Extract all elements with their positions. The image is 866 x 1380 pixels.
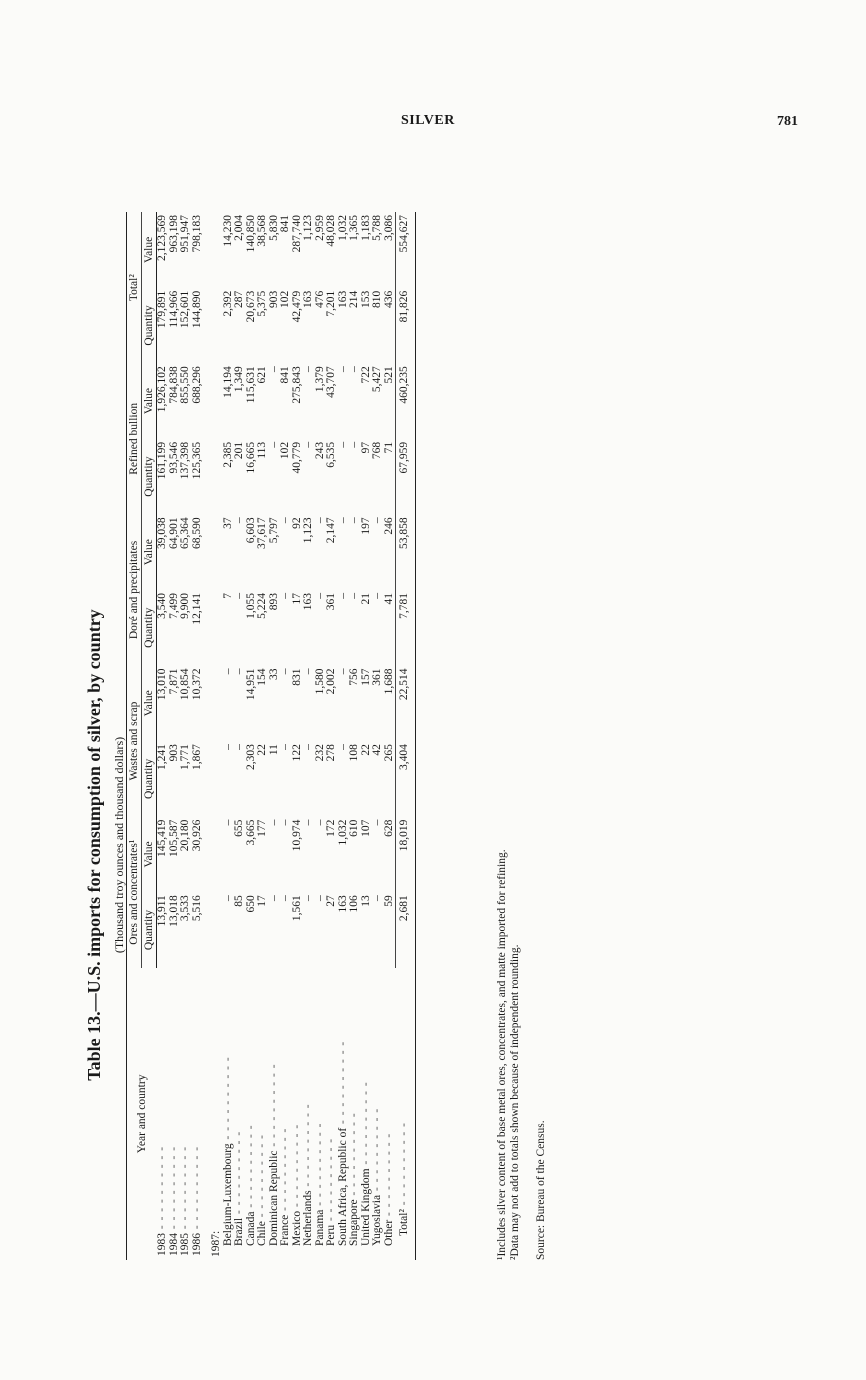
table-cell: 275,843 (290, 366, 303, 404)
table-cell: 7 (221, 592, 234, 599)
table-cell: 21 (359, 592, 372, 605)
table-cell: 20,180 (179, 819, 192, 852)
table-cell: 7,781 (398, 592, 411, 619)
table-cell: 3,665 (244, 819, 257, 846)
table-cell: 22 (359, 744, 372, 756)
table-cell: – (302, 895, 315, 901)
table-cell: 2,385 (221, 441, 234, 468)
row-label: Dominican Republic (267, 1150, 280, 1246)
row-label: Brazil (233, 1217, 246, 1246)
imports-table (126, 212, 416, 1260)
subheader-cell: Quantity (142, 288, 157, 364)
table-cell: 10,854 (179, 668, 192, 701)
table-row: Belgium-Luxembourg - - - - - - - - - - – – – – 7 37 2,385 14,194 2,392 14,230 (223, 212, 235, 1260)
subheader-cell: Value (142, 666, 157, 742)
table-cell: 115,631 (244, 366, 257, 404)
table-cell: – (221, 668, 234, 675)
table-cell: – (348, 517, 361, 524)
table-cell: 140,850 (244, 215, 257, 253)
table-cell: 152,601 (179, 290, 192, 329)
table-cell: – (348, 592, 361, 599)
table-cell: 37,617 (256, 517, 269, 550)
footnotes (496, 849, 521, 1260)
row-header: Year and country (135, 1074, 148, 1154)
table-cell: 38,568 (256, 215, 269, 247)
subheader-cell: Value (142, 212, 157, 288)
subheader-cell: Value (142, 817, 157, 893)
table-cell: – (279, 592, 292, 599)
table-cell: – (221, 895, 234, 901)
table-cell: – (267, 819, 280, 826)
subheader-cell: Value (142, 363, 157, 439)
table-cell: 41 (384, 590, 396, 666)
table-cell: – (279, 668, 292, 675)
table-cell: 42,479 (290, 290, 303, 323)
table-cell: 903 (267, 290, 280, 308)
table-row: Singapore - - - - - - - - - - 106 610 108 756 – – – – 214 1,365 (349, 212, 361, 1260)
table-cell: 197 (359, 517, 372, 535)
table-cell: 10,974 (290, 819, 303, 852)
table-cell: 1,349 (233, 366, 246, 393)
table-cell: 1,241 (156, 744, 169, 770)
table-cell: 3,404 (398, 744, 411, 770)
year-1987-label: 1987: (210, 1230, 223, 1257)
subheader-cell: Quantity (142, 590, 157, 666)
table-cell: 232 (313, 744, 326, 762)
table-cell: 106 (348, 895, 361, 913)
table-cell: – (279, 895, 292, 901)
table-cell: – (313, 819, 326, 826)
table-cell: 3,540 (156, 592, 169, 619)
table-cell: 2,303 (244, 744, 257, 770)
row-label: Other (382, 1219, 395, 1246)
table-cell: – (233, 668, 246, 675)
table-cell: 1,771 (179, 744, 192, 770)
group-header: Wastes and scrap (127, 666, 142, 817)
table-cell: 125,365 (190, 441, 203, 480)
table-cell: 361 (371, 668, 384, 686)
table-row: Chile - - - - - - - - - - 17 177 22 154 5,224 37,617 113 621 5,375 38,568 (257, 212, 269, 1260)
table-cell: 476 (313, 290, 326, 308)
row-label: 1983 (155, 1233, 168, 1256)
table-cell: 903 (167, 744, 180, 762)
group-header: Total² (127, 212, 142, 363)
table-cell: 122 (290, 744, 303, 762)
table-cell: 246 (384, 514, 396, 590)
table-cell: – (267, 366, 280, 373)
row-label: 1985 (179, 1233, 192, 1256)
table-cell: 1,688 (384, 666, 396, 742)
table-cell: 16,665 (244, 441, 257, 474)
row-label: Total² (397, 1209, 410, 1236)
table-cell: – (233, 744, 246, 750)
table-cell: 3,086 (384, 212, 396, 288)
table-cell: 6,535 (325, 441, 338, 468)
table-cell: 951,947 (179, 215, 192, 253)
table-cell: 1,032 (336, 819, 349, 846)
table-cell: – (336, 668, 349, 675)
table-cell: 14,194 (221, 366, 234, 398)
table-cell: 64,901 (167, 517, 180, 550)
table-cell: 722 (359, 366, 372, 384)
subheader-cell: Quantity (142, 439, 157, 515)
table-cell: 105,587 (167, 819, 180, 858)
table-cell: 13 (359, 895, 372, 907)
table-cell: 30,926 (190, 819, 203, 852)
row-label: Yugoslavia (371, 1194, 384, 1246)
table-cell: 107 (359, 819, 372, 837)
table-cell: 5,375 (256, 290, 269, 317)
table-cell: 2,681 (398, 895, 411, 922)
row-label: Mexico (290, 1210, 303, 1246)
table-cell: 68,590 (190, 517, 203, 550)
table-cell: 2,147 (325, 517, 338, 544)
table-body (157, 212, 416, 1260)
table-cell: – (302, 366, 315, 373)
row-label: Panama (313, 1209, 326, 1246)
table-row: Mexico - - - - - - - - - - 1,561 10,974 122 831 17 92 40,779 275,843 42,479 287,740 (292, 212, 304, 1260)
table-cell: 114,966 (167, 290, 180, 328)
row-label: Peru (325, 1224, 338, 1246)
table-cell: – (302, 441, 315, 448)
table-cell: 628 (384, 817, 396, 893)
subheader-cell: Value (142, 514, 157, 590)
table-cell: 40,779 (290, 441, 303, 474)
table-row: Netherlands - - - - - - - - - - – – – – 163 1,123 – – 163 1,123 (303, 212, 315, 1260)
table-cell: 13,010 (156, 668, 169, 701)
table-cell: 12,141 (190, 592, 203, 625)
table-cell: 18,019 (398, 819, 411, 852)
table-cell: 1,123 (302, 517, 315, 544)
table-cell: 841 (279, 366, 292, 384)
table-cell: – (348, 366, 361, 373)
group-header: Refined bullion (127, 363, 142, 514)
table-row: Brazil - - - - - - - - - - 85 655 – – – – 201 1,349 287 2,004 (234, 212, 246, 1260)
table-cell: – (371, 592, 384, 599)
table-cell: 3,533 (179, 895, 192, 922)
table-cell: 1,867 (190, 744, 203, 770)
table-cell: 10,372 (190, 668, 203, 701)
table-cell: 22,514 (398, 668, 411, 701)
table-cell: 756 (348, 668, 361, 686)
table-cell: – (279, 744, 292, 750)
table-cell: 1,926,102 (156, 366, 169, 413)
table-cell: – (233, 517, 246, 524)
table-cell: 460,235 (398, 366, 411, 404)
row-label: Belgium-Luxembourg (221, 1143, 234, 1246)
table-cell: 278 (325, 744, 338, 762)
table-cell: – (279, 517, 292, 524)
table-row: Peru - - - - - - - - - - 27 172 278 2,002 361 2,147 6,535 43,707 7,201 48,028 (326, 212, 338, 1260)
table-cell: 5,224 (256, 592, 269, 619)
table-cell: – (279, 819, 292, 826)
table-cell: 20,673 (244, 290, 257, 323)
table-cell: 655 (233, 819, 246, 837)
table-cell: 2,123,569 (156, 215, 169, 261)
table-cell: – (302, 668, 315, 675)
row-label: South Africa, Republic of (336, 1127, 349, 1246)
table-cell: – (336, 592, 349, 599)
table-cell: 2,392 (221, 290, 234, 317)
group-header: Ores and concentrates¹ (127, 817, 142, 968)
table-cell: 1,561 (290, 895, 303, 922)
table-cell: 154 (256, 668, 269, 686)
footnote: ¹Includes silver content of base metal ores, concentrates, and matte imported for refining. (496, 849, 508, 1260)
table-cell: 65,364 (179, 517, 192, 550)
table-cell: 9,900 (179, 592, 192, 619)
table-cell: 688,296 (190, 366, 203, 404)
table-cell: 768 (371, 441, 384, 460)
table-cell: 172 (325, 819, 338, 837)
table-cell: 855,550 (179, 366, 192, 404)
table-cell: – (313, 895, 326, 901)
table-cell: 108 (348, 744, 361, 762)
table-cell: 13,911 (156, 895, 169, 927)
table-cell: 42 (371, 744, 384, 756)
table-cell: 37 (221, 517, 234, 529)
table-cell: 5,427 (371, 366, 384, 393)
table-cell: 214 (348, 290, 361, 308)
table-cell: 554,627 (398, 215, 411, 253)
table-cell: 798,183 (190, 215, 203, 253)
table-cell: 97 (359, 441, 372, 454)
table-cell: 1,580 (313, 668, 326, 695)
table-cell: 831 (290, 668, 303, 686)
table-cell: 610 (348, 819, 361, 837)
table-cell: 81,826 (398, 290, 411, 323)
table-row: South Africa, Republic of - - - - - - - - - - 163 1,032 – – – – – – 163 1,032 (338, 212, 350, 1260)
table-row: Canada - - - - - - - - - - 650 3,665 2,303 14,951 1,055 6,603 16,665 115,631 20,673 140,850 (246, 212, 258, 1260)
table-cell: 5,516 (190, 895, 203, 922)
table-cell: 144,890 (190, 290, 203, 329)
table-cell: 11 (267, 744, 280, 756)
table-cell: 784,838 (167, 366, 180, 404)
row-label: France (279, 1214, 292, 1246)
page-number: 781 (777, 114, 798, 129)
table-cell: 810 (371, 290, 384, 308)
table-row: 1984 - - - - - - - - - - 13,018 105,587 903 7,871 7,499 64,901 93,546 784,838 114,966 963,198 (169, 212, 181, 1260)
table-cell: 71 (384, 439, 396, 515)
table-cell: 841 (279, 215, 292, 233)
table-cell: – (267, 441, 280, 448)
table-title: Table 13.—U.S. imports for consumption of silver, by country (84, 609, 104, 1081)
table-cell: 1,032 (336, 215, 349, 241)
table-cell: 48,028 (325, 215, 338, 247)
table-cell: 43,707 (325, 366, 338, 398)
table-cell: 13,018 (167, 895, 180, 927)
table-cell: 161,199 (156, 441, 169, 480)
table-cell: 2,002 (325, 668, 338, 695)
table-cell: 33 (267, 668, 280, 681)
table-cell: 93,546 (167, 441, 180, 474)
table-cell: 7,871 (167, 668, 180, 695)
table-cell: 27 (325, 895, 338, 907)
table-cell: 22 (256, 744, 269, 756)
table-cell: 14,230 (221, 215, 234, 247)
row-label: 1986 (190, 1233, 203, 1256)
table-cell: – (221, 744, 234, 750)
table-cell: – (336, 366, 349, 373)
table-cell: 5,788 (371, 215, 384, 241)
row-label: Chile (256, 1221, 269, 1246)
table-cell: 137,398 (179, 441, 192, 480)
table-cell: 102 (279, 290, 292, 308)
table-cell: 17 (256, 895, 269, 907)
table-cell: – (371, 895, 384, 901)
table-cell: 521 (384, 363, 396, 439)
table-cell: 85 (233, 895, 246, 907)
row-label: Singapore (348, 1199, 361, 1246)
table-cell: 1,365 (348, 215, 361, 241)
table-cell: 436 (384, 288, 396, 364)
table-subtitle: (Thousand troy ounces and thousand dollars) (112, 736, 126, 954)
table-row: Panama - - - - - - - - - - – – 232 1,580 – – 243 1,379 476 2,959 (315, 212, 327, 1260)
table-cell: 14,951 (244, 668, 257, 701)
table-row: France - - - - - - - - - - – – – – – – 102 841 102 841 (280, 212, 292, 1260)
table-cell: 650 (244, 895, 257, 913)
table-cell: 153 (359, 290, 372, 308)
table-cell: 1,183 (359, 215, 372, 241)
row-label: Canada (244, 1211, 257, 1246)
table-cell: 157 (359, 668, 372, 686)
table-cell: – (233, 592, 246, 599)
table-cell: 92 (290, 517, 303, 529)
table-cell: 7,499 (167, 592, 180, 619)
table-cell: 6,603 (244, 517, 257, 544)
table-cell: 53,858 (398, 517, 411, 550)
table-cell: 287 (233, 290, 246, 308)
table-row: 1985 - - - - - - - - - - 3,533 20,180 1,771 10,854 9,900 65,364 137,398 855,550 152,601 951,947 (180, 212, 192, 1260)
table-cell: 243 (313, 441, 326, 460)
table-cell: 177 (256, 819, 269, 837)
running-header-section: SILVER (401, 113, 455, 128)
table-cell: 361 (325, 592, 338, 611)
table-cell: 113 (256, 441, 269, 459)
table-cell: 145,419 (156, 819, 169, 858)
footnote: ²Data may not add to totals shown because of independent rounding. (508, 944, 521, 1260)
table-row: United Kingdom - - - - - - - - - - 13 107 22 157 21 197 97 722 153 1,183 (361, 212, 373, 1260)
table-cell: 287,740 (290, 215, 303, 253)
table-cell: – (221, 819, 234, 826)
table-cell: – (302, 819, 315, 826)
group-header: Doré and precipitates (127, 514, 142, 665)
table-cell: 102 (279, 441, 292, 460)
source-note: Source: Bureau of the Census. (535, 1120, 547, 1260)
table-cell: 17 (290, 592, 303, 605)
table-cell: 163 (336, 290, 349, 308)
row-label: United Kingdom (359, 1168, 372, 1246)
table-cell: 5,797 (267, 517, 280, 544)
table-cell: 163 (302, 290, 315, 308)
row-label: 1984 (167, 1233, 180, 1256)
table-cell: 1,123 (302, 215, 315, 241)
table-cell: – (336, 441, 349, 448)
table-cell: 201 (233, 441, 246, 460)
table-cell: – (371, 517, 384, 524)
table-cell: – (313, 592, 326, 599)
table-row: Other - - - - - - - - - - 59 628 265 1,688 41 246 71 521 436 3,086 (384, 212, 396, 1260)
rotated-table-block (84, 180, 554, 1260)
table-cell: 893 (267, 592, 280, 611)
table-cell: 5,830 (267, 215, 280, 241)
table-cell: 163 (336, 895, 349, 913)
table-cell: 1,055 (244, 592, 257, 619)
table-cell: – (267, 895, 280, 901)
table-cell: 163 (302, 592, 315, 611)
table-cell: – (348, 441, 361, 448)
table-cell: 265 (384, 741, 396, 817)
table-cell: – (371, 819, 384, 826)
table-row: Yugoslavia - - - - - - - - - - – – 42 361 – – 768 5,427 810 5,788 (372, 212, 384, 1260)
table-cell: 2,959 (313, 215, 326, 241)
table-cell: 2,004 (233, 215, 246, 241)
table-cell: – (336, 744, 349, 750)
table-row: Dominican Republic - - - - - - - - - - – – 11 33 893 5,797 – – 903 5,830 (269, 212, 281, 1260)
table-cell: 179,891 (156, 290, 169, 329)
table-cell: 67,959 (398, 441, 411, 474)
table-cell: – (313, 517, 326, 524)
table-cell: 59 (384, 892, 396, 968)
table-cell: – (336, 517, 349, 524)
subheader-cell: Quantity (142, 741, 157, 817)
row-label: Netherlands (302, 1190, 315, 1246)
table-cell: 621 (256, 366, 269, 384)
table-cell: 7,201 (325, 290, 338, 317)
table-cell: 1,379 (313, 366, 326, 393)
table-row: Total² - - - - - - - - - - 2,681 18,019 3,404 22,514 7,781 53,858 67,959 460,235 81,826 554,627 (396, 212, 411, 1260)
table-row: 1983 - - - - - - - - - - 13,911 145,419 1,241 13,010 3,540 39,038 161,199 1,926,102 179,891 2,123,569 (157, 212, 169, 1260)
subheader-cell: Quantity (142, 892, 157, 968)
table-cell: – (302, 744, 315, 750)
table-cell: 39,038 (156, 517, 169, 550)
table-row: 1986 - - - - - - - - - - 5,516 30,926 1,867 10,372 12,141 68,590 125,365 688,296 144,890 798,183 (192, 212, 204, 1260)
table-cell: 963,198 (167, 215, 180, 253)
